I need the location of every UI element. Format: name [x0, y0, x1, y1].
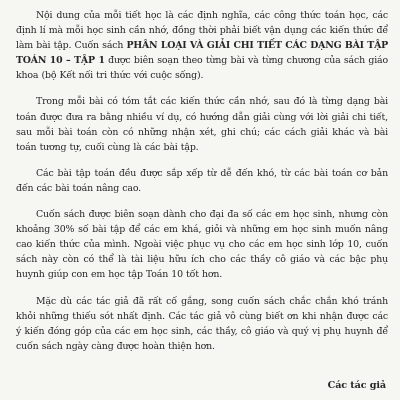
paragraph-text: được biên soạn theo từng bài và từng chương của sách giáo khoa (bộ Kết nối tri thức với cuộc sống).	[16, 55, 388, 82]
paragraph-text: Mặc dù các tác giả đã rất cố gắng, song cuốn sách chắc chắn khó tránh khỏi những thiếu sót nhất định. Các tác giả vô cùng biết ơn khi nhận được các ý kiến đóng góp của các em học sinh, các thầy, cô giáo và quý vị phụ huynh để cuốn sách ngày càng được hoàn thiện hơn.	[16, 295, 388, 352]
paragraph-text: Cuốn sách được biên soạn dành cho đại đa số các em học sinh, nhưng còn khoảng 30% số bài tập để các em khá, giỏi và những em học sinh muốn nâng cao kiến thức của mình. Ngoài việc phục vụ cho các em học sinh lớp 10, cuốn sách này còn có thể là tài liệu hữu ích cho các thầy cô giáo và các bậc phụ huynh giúp con em học tập Toán 10 tốt hơn.	[16, 209, 388, 281]
paragraph-exercise-order	[16, 166, 388, 196]
paragraph-content-intro	[16, 8, 388, 83]
paragraph-lesson-structure	[16, 94, 388, 154]
book-title: PHÂN LOẠI VÀ GIẢI CHI TIẾT CÁC DẠNG BÀI TẬP TOÁN 10 – TẬP 1	[16, 40, 389, 67]
paragraph-text: Nội dung của mỗi tiết học là các định nghĩa, các công thức toán học, các định lí mà mỗi học sinh cần nhớ, đồng thời phải biết vận dụng các kiến thức để làm bài tập. Cuốn sách	[16, 10, 388, 52]
paragraph-audience	[16, 207, 388, 282]
paragraph-acknowledgement	[16, 294, 388, 354]
paragraph-text: Trong mỗi bài có tóm tắt các kiến thức cần nhớ, sau đó là từng dạng bài toán được đưa ra bằng nhiều ví dụ, có hướng dẫn giải cùng với lời giải chi tiết, sau mỗi bài toán còn có những nhận xét, ghi chú; các cách giải khác và bài toán tương tự, cuối cùng là các bài tập.	[16, 96, 388, 153]
author-signature: Các tác giả	[327, 379, 386, 391]
paragraph-text: Các bài tập toán đều được sắp xếp từ dễ đến khó, từ các bài toán cơ bản đến các bài toán nâng cao.	[16, 167, 388, 194]
